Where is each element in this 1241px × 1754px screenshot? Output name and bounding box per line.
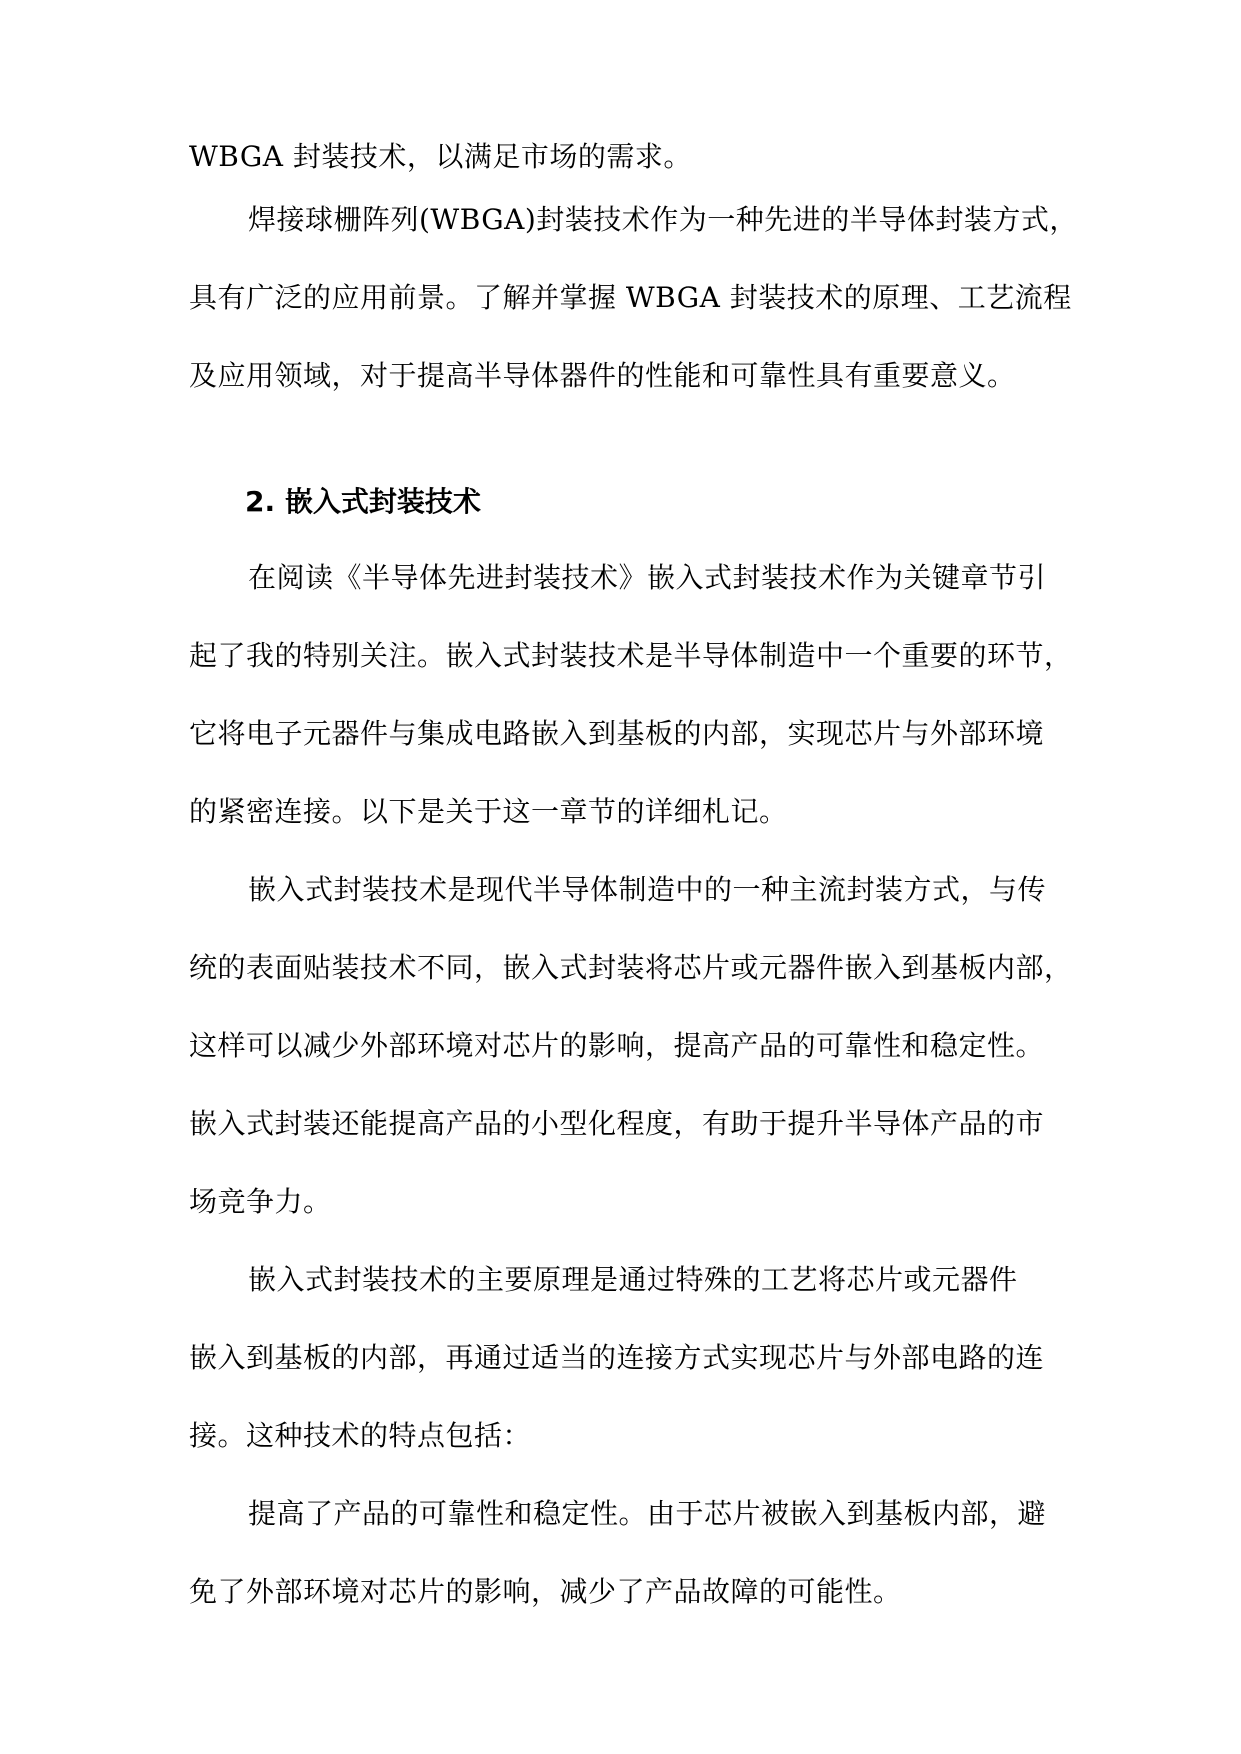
- text-line: 嵌入式封装技术的主要原理是通过特殊的工艺将芯片或元器件: [248, 1263, 1018, 1296]
- text-line: 具有广泛的应用前景。了解并掌握 WBGA 封装技术的原理、工艺流程: [189, 281, 1072, 314]
- text-line: 嵌入式封装技术是现代半导体制造中的一种主流封装方式，与传: [248, 873, 1047, 906]
- text-line: 场竞争力。: [189, 1185, 332, 1218]
- text-line: 这样可以减少外部环境对芯片的影响，提高产品的可靠性和稳定性。: [189, 1029, 1045, 1062]
- text-line: 它将电子元器件与集成电路嵌入到基板的内部，实现芯片与外部环境: [189, 717, 1045, 750]
- text-line: 在阅读《半导体先进封装技术》嵌入式封装技术作为关键章节引: [248, 561, 1047, 594]
- text-line: 嵌入式封装还能提高产品的小型化程度，有助于提升半导体产品的市: [189, 1107, 1045, 1140]
- section-heading: 2. 嵌入式封装技术: [245, 485, 481, 518]
- text-line: 免了外部环境对芯片的影响，减少了产品故障的可能性。: [189, 1575, 902, 1608]
- text-line: 焊接球栅阵列(WBGA)封装技术作为一种先进的半导体封装方式，: [248, 203, 1078, 236]
- text-line: WBGA 封装技术，以满足市场的需求。: [189, 140, 692, 173]
- text-line: 的紧密连接。以下是关于这一章节的详细札记。: [189, 795, 788, 828]
- text-line: 提高了产品的可靠性和稳定性。由于芯片被嵌入到基板内部，避: [248, 1497, 1047, 1530]
- text-line: 起了我的特别关注。嵌入式封装技术是半导体制造中一个重要的环节，: [189, 639, 1073, 672]
- text-line: 接。这种技术的特点包括：: [189, 1419, 532, 1452]
- text-line: 及应用领域，对于提高半导体器件的性能和可靠性具有重要意义。: [189, 359, 1016, 392]
- text-line: 嵌入到基板的内部，再通过适当的连接方式实现芯片与外部电路的连: [189, 1341, 1045, 1374]
- text-line: 统的表面贴装技术不同，嵌入式封装将芯片或元器件嵌入到基板内部，: [189, 951, 1073, 984]
